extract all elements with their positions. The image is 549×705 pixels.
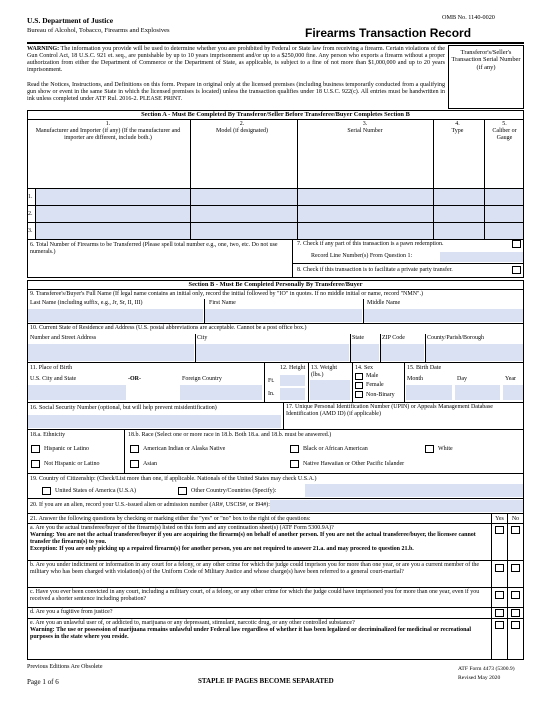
q7-pawn-checkbox[interactable] [512, 240, 521, 248]
month-label: Month [407, 376, 424, 382]
previous-editions: Previous Editions Are Obsolete [27, 664, 103, 670]
q17-upin: 17. Unique Personal Identification Number (UPIN) or Appeals Management Database Identification (AMD ID) (if applicable) [286, 404, 493, 417]
last-name-field[interactable] [28, 309, 203, 322]
sex-male-label: Male [366, 373, 379, 379]
or-label: -OR- [128, 376, 141, 382]
q9-full-name: 9. Transferee's/Buyer's Full Name (If legal name contains an initial only, record the initial followed by "IO" in quotes. If no middle initial or name, record "NMN".) [30, 291, 423, 297]
q21d-yes[interactable] [495, 609, 504, 617]
not-hispanic-label: Not Hispanic or Latino [44, 461, 100, 467]
nhopi-checkbox[interactable] [290, 460, 299, 468]
q21b-no[interactable] [511, 564, 520, 572]
sex-nonbinary-checkbox[interactable] [355, 391, 363, 398]
alien-number-field[interactable] [270, 500, 523, 512]
q21d: d. Are you a fugitive from justice? [30, 609, 113, 615]
bureau-name: Bureau of Alcohol, Tobacco, Firearms and Explosives [27, 27, 170, 34]
q21e: e. Are you an unlawful user of, or addicted to, marijuana or any depressant, stimulant, narcotic drug, or any other controlled substance? Warning: The use or possession of marijuana remains unlawful under Federal law regardless of whether it has been legalized or decriminalized for medicinal or recreational purposes in the state where you reside. [30, 620, 472, 640]
read-instructions: Read the Notices, Instructions, and Definitions on this form. Prepare in original only at the licensed premises (including business temporarily conducted from a qualifying gun show or event in the same State in which the licensed premises is located) unless the transaction qualifies under 18 U.S.C. 922(c). All entries must be handwritten in ink unless completed under ATF Rul. 2016-2. PLEASE PRINT. [27, 82, 445, 102]
usa-label: United States of America (U.S.A) [55, 488, 136, 494]
usa-checkbox[interactable] [42, 487, 51, 495]
q21c: c. Have you ever been convicted in any court, including a military court, of a felony, or any other crime for which the judge could have imprisoned you for more than one year, even if you received a shorter sentence including probation? [30, 589, 480, 602]
nhopi-label: Native Hawaiian or Other Pacific Islander [303, 461, 405, 467]
q7-pawn-label: 7. Check if any part of this transaction is a pawn redemption. [297, 241, 444, 247]
ssn-field[interactable] [28, 415, 281, 428]
height-in-label: In. [268, 391, 275, 397]
not-hispanic-checkbox[interactable] [31, 460, 40, 468]
day-label: Day [457, 376, 467, 382]
aian-label: American Indian or Alaska Native [143, 446, 226, 452]
zip-field[interactable] [381, 344, 424, 361]
omb-number: OMB No. 1140-0020 [442, 14, 495, 21]
other-country-label: Other Country/Countries (Specify): [191, 488, 277, 494]
zip-label: ZIP Code [382, 335, 405, 341]
q21c-yes[interactable] [495, 591, 504, 599]
staple-notice: STAPLE IF PAGES BECOME SEPARATED [198, 677, 334, 685]
q8-private-party-label: 8. Check if this transaction is to facilitate a private party transfer. [297, 267, 453, 273]
firearm-row-1[interactable]: 1. [28, 194, 33, 200]
q21-instructions: 21. Answer the following questions by checking or marking either the "yes" or "no" box to the right of the questions: [30, 516, 311, 522]
q7-record-line: Record Line Number(s) From Question 1: [311, 253, 413, 259]
col-type: 4. Type [451, 121, 464, 134]
q20-alien-number: 20. If you are an alien, record your U.S.-issued alien or admission number (AR#, USCIS#, or I94#): [30, 502, 270, 508]
height-in-field[interactable] [280, 388, 305, 400]
weight-field[interactable] [310, 380, 350, 400]
col-manufacturer: 1. Manufacturer and Importer (if any) (If the manufacturer and importer are different, include both.) [35, 121, 181, 141]
header-rule [27, 42, 524, 44]
hispanic-label: Hispanic or Latino [44, 446, 89, 452]
asian-label: Asian [143, 461, 157, 467]
q21a-no[interactable] [511, 526, 520, 534]
q21d-no[interactable] [511, 609, 520, 617]
q14-sex: 14. Sex [355, 365, 373, 371]
asian-checkbox[interactable] [130, 460, 139, 468]
city-label: City [197, 335, 208, 341]
form-title: Firearms Transaction Record [305, 26, 472, 40]
firearm-row-2[interactable]: 2. [28, 211, 33, 217]
q10-residence: 10. Current State of Residence and Address (U.S. postal abbreviations are acceptable. Cannot be a post office box.) [30, 325, 307, 331]
q18a-ethnicity: 18.a. Ethnicity [30, 432, 66, 438]
aian-checkbox[interactable] [130, 445, 139, 453]
white-checkbox[interactable] [425, 445, 434, 453]
height-ft-label: Ft. [268, 378, 275, 384]
q7-record-line-field[interactable] [440, 252, 523, 262]
other-country-field[interactable] [305, 484, 523, 497]
agency-name: U.S. Department of Justice [27, 16, 114, 25]
black-label: Black or African American [303, 446, 368, 452]
section-a-title: Section A - Must Be Completed By Transferor/Seller Before Transferee/Buyer Completes Section B [141, 111, 410, 118]
last-name-label: Last Name (including suffix, e.g., Jr, Sr, II, III) [30, 300, 143, 306]
middle-name-field[interactable] [364, 309, 523, 322]
sex-female-label: Female [366, 382, 384, 388]
county-field[interactable] [426, 344, 523, 361]
state-field[interactable] [351, 344, 379, 361]
transaction-serial-box[interactable] [448, 45, 524, 109]
no-header: No [511, 516, 520, 522]
firearm-row-3[interactable]: 3. [28, 228, 33, 234]
warning-label: WARNING: [27, 46, 60, 52]
q13-weight: 13. Weight (lbs.) [311, 365, 338, 378]
foreign-country-field[interactable] [180, 385, 262, 400]
q8-private-party-checkbox[interactable] [512, 266, 521, 274]
q21a-yes[interactable] [495, 526, 504, 534]
col-serial: 3. Serial Number [347, 121, 383, 134]
hispanic-checkbox[interactable] [31, 445, 40, 453]
q21a: a. Are you the actual transferee/buyer of the firearm(s) listed on this form and any continuation sheet(s) (ATF Form 5300.9A)? Warning: You are not the actual transferee/buyer if you are acquiring the firearm(s) on behalf of another person. If you are not the actual transferee/buyer, the licensee cannot transfer the firearm(s) to you. Exception: If you are only picking up a repaired firearm(s) for another person, you are not required to answer 21.a. and may proceed to question 21.b. [30, 525, 476, 552]
col-caliber: 5. Caliber or Gauge [492, 121, 517, 141]
first-name-label: First Name [209, 300, 236, 306]
month-field[interactable] [406, 385, 452, 400]
q21b: b. Are you under indictment or information in any court for a felony, or any other crime for which the judge could imprison you for more than one year, or are you a current member of the military who has been charged with violation(s) of the Uniform Code of Military Justice and whose charge(s) have been referred to a general court-martial? [30, 562, 480, 575]
sex-nonbinary-label: Non-Binary [366, 392, 395, 398]
foreign-country-label: Foreign Country [182, 376, 222, 382]
black-checkbox[interactable] [290, 445, 299, 453]
col-model: 2. Model (if designated) [216, 121, 268, 134]
q18b-race: 18.b. Race (Select one or more race in 18.b. Both 18.a. and 18.b. must be answered.) [128, 432, 332, 438]
street-field[interactable] [28, 344, 194, 361]
yes-header: Yes [495, 516, 504, 522]
year-label: Year [505, 376, 517, 382]
middle-name-label: Middle Name [367, 300, 401, 306]
q12-height: 12. Height [280, 365, 306, 371]
revision-date: Revised May 2020 [458, 675, 501, 681]
warning-text [27, 46, 445, 74]
q11-place-of-birth: 11. Place of Birth [30, 365, 73, 371]
q19-citizenship: 19. Country of Citizenship: (Check/List more than one, if applicable. Nationals of the United States may check U.S.A.) [30, 476, 317, 482]
state-label: State [352, 335, 364, 341]
street-label: Number and Street Address [30, 335, 97, 341]
q21e-no[interactable] [511, 621, 520, 629]
year-field[interactable] [503, 385, 523, 400]
q6-total-firearms: 6. Total Number of Firearms to be Transferred (Please spell total number e.g., one, two, etc. Do not use numerals.) [30, 242, 278, 255]
page-number: Page 1 of 6 [27, 678, 59, 686]
white-label: White [438, 446, 453, 452]
other-country-checkbox[interactable] [178, 487, 187, 495]
section-b-title: Section B - Must Be Completed Personally By Transferee/Buyer [188, 281, 363, 288]
first-name-field[interactable] [205, 309, 362, 322]
q16-ssn: 16. Social Security Number (optional, but will help prevent misidentification) [30, 405, 217, 411]
warning-body: The information you provide will be used to determine whether you are prohibited by Federal or State law from receiving a firearm. Certain violations of the Gun Control Act, 18 U.S.C. 921 et. seq., are punishable by up to 10 years imprisonment and/or up to a $250,000 fine. Any person who exports a firearm without a proper authorization from either the Department of Commerce or the Department of State, as applicable, is subject to a fine of not more than $1,000,000 and up to 20 years imprisonment. [27, 46, 445, 73]
us-city-field[interactable] [28, 385, 126, 400]
q21c-no[interactable] [511, 591, 520, 599]
serial-box-label: Transferor's/Seller's Transaction Serial Number (if any) [451, 49, 521, 71]
county-label: County/Parish/Borough [427, 335, 485, 341]
sex-female-checkbox[interactable] [355, 382, 363, 389]
us-city-label: U.S. City and State [30, 376, 77, 382]
q15-birth-date: 15. Birth Date [407, 365, 442, 371]
city-field[interactable] [196, 344, 349, 361]
sex-male-checkbox[interactable] [355, 373, 363, 380]
q21e-yes[interactable] [495, 621, 504, 629]
form-number: ATF Form 4473 (5300.9) [458, 666, 515, 672]
day-field[interactable] [455, 385, 500, 400]
q21b-yes[interactable] [495, 564, 504, 572]
height-ft-field[interactable] [280, 375, 305, 386]
